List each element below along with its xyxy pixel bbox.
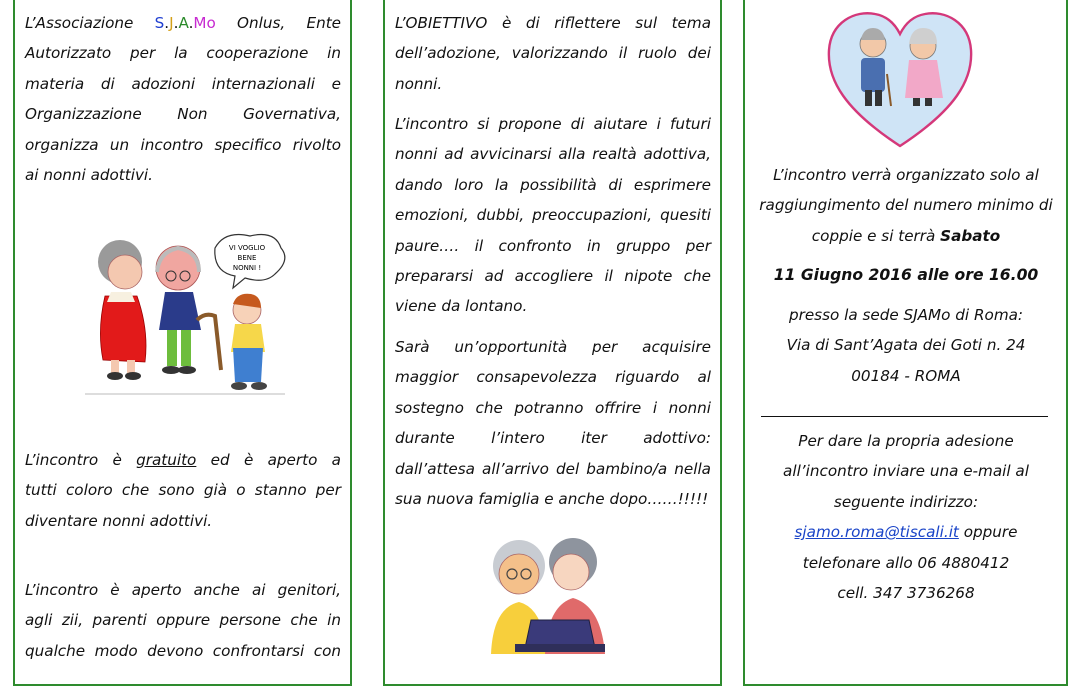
cell-line: cell. 347 3736268 [837, 584, 975, 603]
day-bold: Sabato [940, 226, 1001, 245]
panel-left [13, 0, 352, 686]
brand-letter: . [173, 14, 179, 32]
purpose-line: viene da lontano. [395, 297, 528, 316]
venue-paragraph [751, 300, 1061, 391]
info-line: raggiungimento del numero minimo di [759, 196, 1053, 215]
brand-letter: S [154, 14, 165, 32]
phone-line: telefonare allo 06 4880412 [802, 553, 1010, 572]
purpose-line: prepararsi ad accogliere il nipote che [395, 267, 711, 286]
info-line: L’incontro verrà organizzato solo al [773, 166, 1039, 184]
opportunity-paragraph [395, 332, 711, 514]
brand-sjamo [155, 14, 216, 32]
intro-paragraph [25, 8, 341, 190]
opportunity-line: Sarà un’opportunità per acquisire [395, 338, 711, 356]
divider [761, 416, 1048, 417]
contact-line: seguente indirizzo: [833, 492, 979, 511]
purpose-line: emozioni, dubbi, preoccupazioni, quesiti [395, 206, 711, 225]
open-line: qualche modo devono confrontarsi con [25, 641, 341, 660]
event-date: 11 Giugno 2016 alle ore 16.00 [773, 266, 1039, 284]
venue-line: Via di Sant’Agata dei Goti n. 24 [786, 336, 1026, 355]
free-line-3: diventare nonni adottivi. [25, 511, 213, 530]
brand-letter: o [206, 14, 216, 32]
purpose-line: dando loro la possibilità di esprimere [395, 175, 711, 194]
free-paragraph [25, 445, 341, 536]
grandparents-child-illustration [75, 230, 295, 400]
intro-line: Organizzazione Non Governativa, [25, 105, 341, 124]
bubble-text-3: NONNI ! [232, 264, 262, 272]
purpose-line: L’incontro si propone di aiutare i futuri [395, 115, 711, 133]
email-link[interactable]: sjamo.roma@tiscali.it [794, 523, 959, 542]
info-line-3: coppie e si terrà Sabato [811, 226, 1001, 245]
purpose-line: nonni ad avvicinarsi alla realtà adottiva, [395, 145, 711, 164]
free-line-2: tutti coloro che sono già o stanno per [25, 481, 341, 500]
free-underlined: gratuito [136, 451, 197, 469]
brand-letter: J [169, 14, 174, 32]
panel-right [743, 0, 1068, 686]
objective-paragraph [395, 8, 711, 99]
contact-line: Per dare la propria adesione [798, 432, 1014, 450]
contact-line: all’incontro inviare una e-mail al [783, 462, 1029, 481]
objective-line: dell’adozione, valorizzando il ruolo dei [395, 44, 711, 63]
opportunity-line: sostegno che potranno offrire i nonni [395, 398, 711, 417]
info-paragraph [751, 160, 1061, 251]
brand-letter: M [193, 14, 207, 32]
contact-paragraph [751, 426, 1061, 608]
purpose-line: paure…. il confronto in gruppo per [395, 236, 711, 255]
intro-line: organizza un incontro specifico rivolto [25, 135, 341, 154]
free-line-1: L’incontro è gratuito ed è aperto a [25, 451, 341, 469]
opportunity-line: durante l’intero iter adottivo: [395, 429, 711, 448]
open-paragraph [25, 575, 341, 666]
heart-grandparents-illustration [825, 10, 975, 152]
open-line: agli zii, parenti oppure persone che in [25, 611, 341, 630]
intro-line-1: L’Associazione S.J.A.Mo Onlus, Ente [25, 14, 341, 32]
objective-line: nonni. [395, 74, 443, 93]
brand-letter: . [164, 14, 170, 32]
opportunity-line: dall’attesa all’arrivo del bambino/a nella [395, 459, 711, 478]
brand-letter: A [178, 14, 189, 32]
brand-letter: . [188, 14, 194, 32]
bubble-text-1: VI VOGLIO [228, 244, 266, 252]
intro-line: materia di adozioni internazionali e [25, 74, 341, 93]
email-line: sjamo.roma@tiscali.it oppure [794, 523, 1018, 542]
objective-line: L’OBIETTIVO è di riflettere sul tema [395, 14, 711, 32]
intro-line: Autorizzato per la cooperazione in [25, 44, 341, 63]
opportunity-line: maggior consapevolezza riguardo al [395, 368, 711, 387]
bubble-text-2: BENE [237, 254, 257, 262]
grandparents-computer-illustration [485, 526, 615, 654]
venue-line: 00184 - ROMA [851, 366, 961, 385]
intro-line: ai nonni adottivi. [25, 166, 153, 185]
purpose-paragraph [395, 109, 711, 322]
venue-line: presso la sede SJAMo di Roma: [788, 306, 1024, 324]
panel-middle [383, 0, 722, 686]
opportunity-line: sua nuova famiglia e anche dopo……!!!!! [395, 490, 709, 509]
open-line: L’incontro è aperto anche ai genitori, [25, 581, 341, 599]
